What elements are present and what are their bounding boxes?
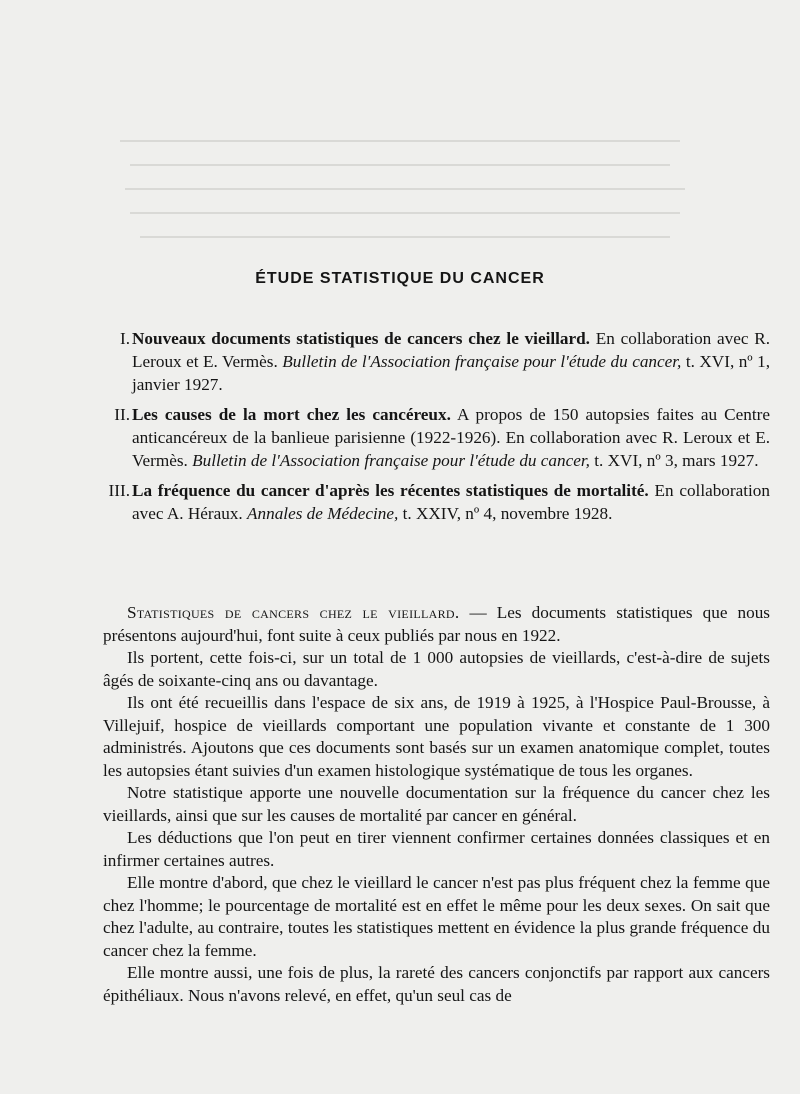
publication-item	[104, 403, 770, 472]
publication-details: En collaboration avec R. Leroux et E. Vermès.	[132, 329, 771, 371]
publication-ref: t. XXIV, nº 4, novembre 1928.	[402, 504, 613, 523]
publication-source: Annales de Médecine,	[247, 504, 399, 523]
publication-ref: t. XVI, nº 1, janvier 1927.	[132, 352, 771, 394]
paragraph-text: — Les documents statistiques que nous présentons aujourd'hui, font suite à ceux publiés par nous en 1922.	[103, 603, 770, 645]
publication-item	[104, 327, 770, 396]
bleed-through-line	[130, 164, 670, 166]
publication-number: I.	[119, 329, 130, 348]
paragraph	[103, 602, 770, 647]
publication-details: En collaboration avec A. Héraux.	[132, 481, 770, 523]
paragraph: Notre statistique apporte une nouvelle documentation sur la fréquence du cancer chez les vieillards, ainsi que sur les causes de mortalité par cancer en général.	[103, 783, 770, 825]
document-title: ÉTUDE STATISTIQUE DU CANCER	[255, 270, 545, 287]
paragraph: Les déductions que l'on peut en tirer viennent confirmer certaines données classiques et en infirmer certaines autres.	[103, 828, 770, 870]
publication-list	[104, 327, 770, 532]
bleed-through-line	[125, 188, 685, 190]
publication-source: Bulletin de l'Association française pour l'étude du cancer,	[282, 352, 682, 371]
publication-title: Nouveaux documents statistiques de cancers chez le vieillard.	[132, 329, 590, 348]
publication-item	[104, 479, 770, 525]
bleed-through-line	[140, 236, 670, 238]
publication-source: Bulletin de l'Association française pour l'étude du cancer,	[192, 451, 590, 470]
paragraph: Ils portent, cette fois-ci, sur un total de 1 000 autopsies de vieillards, c'est-à-dire de sujets âgés de soixante-cinq ans ou davantage.	[103, 648, 770, 690]
publication-ref: t. XVI, nº 3, mars 1927.	[594, 451, 759, 470]
publication-details: A propos de 150 autopsies faites au Centre anticancéreux de la banlieue parisienne (1922-1926). En collaboration avec R. Leroux et E. Vermès.	[132, 405, 770, 470]
paragraph: Elle montre aussi, une fois de plus, la rareté des cancers conjonctifs par rapport aux cancers épithéliaux. Nous n'avons relevé, en effet, qu'un seul cas de	[103, 963, 770, 1005]
paragraph: Elle montre d'abord, que chez le vieillard le cancer n'est pas plus fréquent chez la femme que chez l'homme; le pourcentage de mortalité est en effet le même pour les deux sexes. On sait que chez l'adulte, au contraire, toutes les statistiques mettent en évidence la plus grande fréquence du cancer chez la femme.	[103, 873, 770, 960]
publication-number: II.	[114, 405, 130, 424]
body-text	[103, 602, 770, 1007]
paragraph: Ils ont été recueillis dans l'espace de six ans, de 1919 à 1925, à l'Hospice Paul-Brousse, à Villejuif, hospice de vieillards comportant une population vivante et constante de 1 300 administrés. Ajoutons que ces documents sont basés sur un examen anatomique complet, toutes les autopsies étant suivies d'un examen histologique systématique de tous les organes.	[103, 693, 770, 780]
publication-title: La fréquence du cancer d'après les récentes statistiques de mortalité.	[132, 481, 649, 500]
section-heading: Statistiques de cancers chez le vieillard.	[127, 603, 460, 622]
bleed-through-line	[130, 212, 680, 214]
publication-title: Les causes de la mort chez les cancéreux.	[132, 405, 451, 424]
publication-number: III.	[108, 481, 130, 500]
bleed-through-line	[120, 140, 680, 142]
